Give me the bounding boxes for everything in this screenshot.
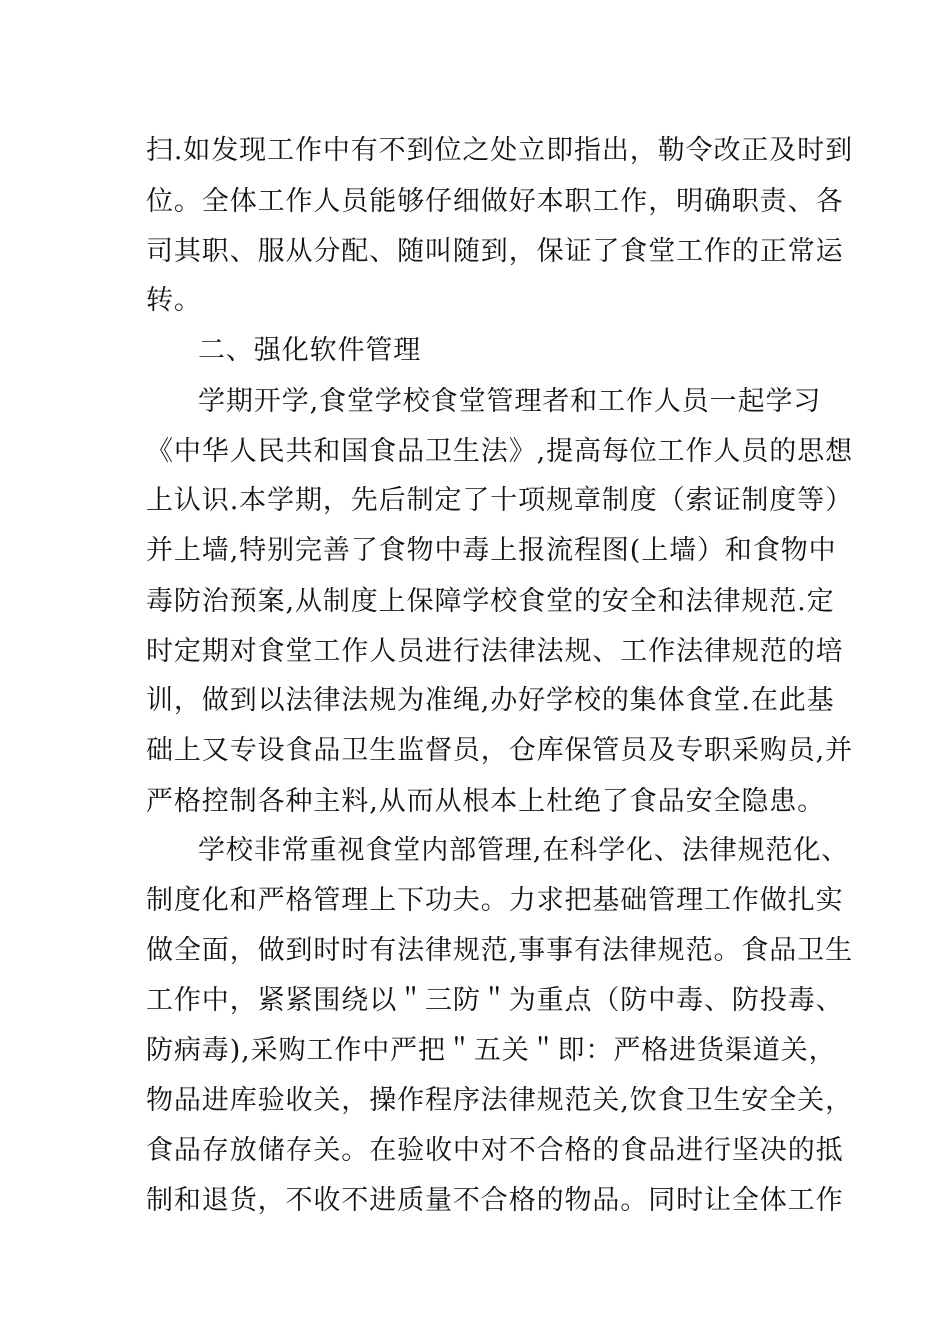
text-line: 训，做到以法律法规为准绳,办好学校的集体食堂.在此基 xyxy=(146,685,835,716)
text-line: 制和退货，不收不进质量不合格的物品。同时让全体工作 xyxy=(146,1185,844,1216)
text-line: 毒防治预案,从制度上保障学校食堂的安全和法律规范.定 xyxy=(146,586,835,617)
text-line: 时定期对食堂工作人员进行法律法规、工作法律规范的培 xyxy=(146,636,844,667)
text-line: 物品进库验收关，操作程序法律规范关,饮食卫生安全关， xyxy=(146,1085,853,1116)
text-line: 司其职、服从分配、随叫随到，保证了食堂工作的正常运 xyxy=(146,236,844,267)
text-line: 《中华人民共和国食品卫生法》,提高每位工作人员的思想 xyxy=(146,436,853,467)
text-line: 工作中，紧紧围绕以＂三防＂为重点（防中毒、防投毒、 xyxy=(146,985,844,1016)
text-line: 扫.如发现工作中有不到位之处立即指出，勒令改正及时到 xyxy=(146,135,853,166)
text-line: 学期开学,食堂学校食堂管理者和工作人员一起学习 xyxy=(198,386,822,417)
section-heading: 二、强化软件管理 xyxy=(198,335,422,366)
text-line: 础上又专设食品卫生监督员，仓库保管员及专职采购员,并 xyxy=(146,735,853,766)
text-line: 学校非常重视食堂内部管理,在科学化、法律规范化、 xyxy=(198,835,850,866)
text-line: 食品存放储存关。在验收中对不合格的食品进行坚决的抵 xyxy=(146,1135,844,1166)
text-line: 位。全体工作人员能够仔细做好本职工作，明确职责、各 xyxy=(146,186,844,217)
text-line: 做全面，做到时时有法律规范,事事有法律规范。食品卫生 xyxy=(146,935,853,966)
text-line: 转。 xyxy=(146,285,202,316)
text-line: 制度化和严格管理上下功夫。力求把基础管理工作做扎实 xyxy=(146,885,844,916)
text-line: 防病毒),采购工作中严把＂五关＂即：严格进货渠道关， xyxy=(146,1035,837,1066)
text-line: 严格控制各种主料,从而从根本上杜绝了食品安全隐患。 xyxy=(146,786,826,817)
text-line: 上认识.本学期，先后制定了十项规章制度（索证制度等） xyxy=(146,485,853,516)
text-line: 并上墙,特别完善了食物中毒上报流程图(上墙）和食物中 xyxy=(146,535,837,566)
